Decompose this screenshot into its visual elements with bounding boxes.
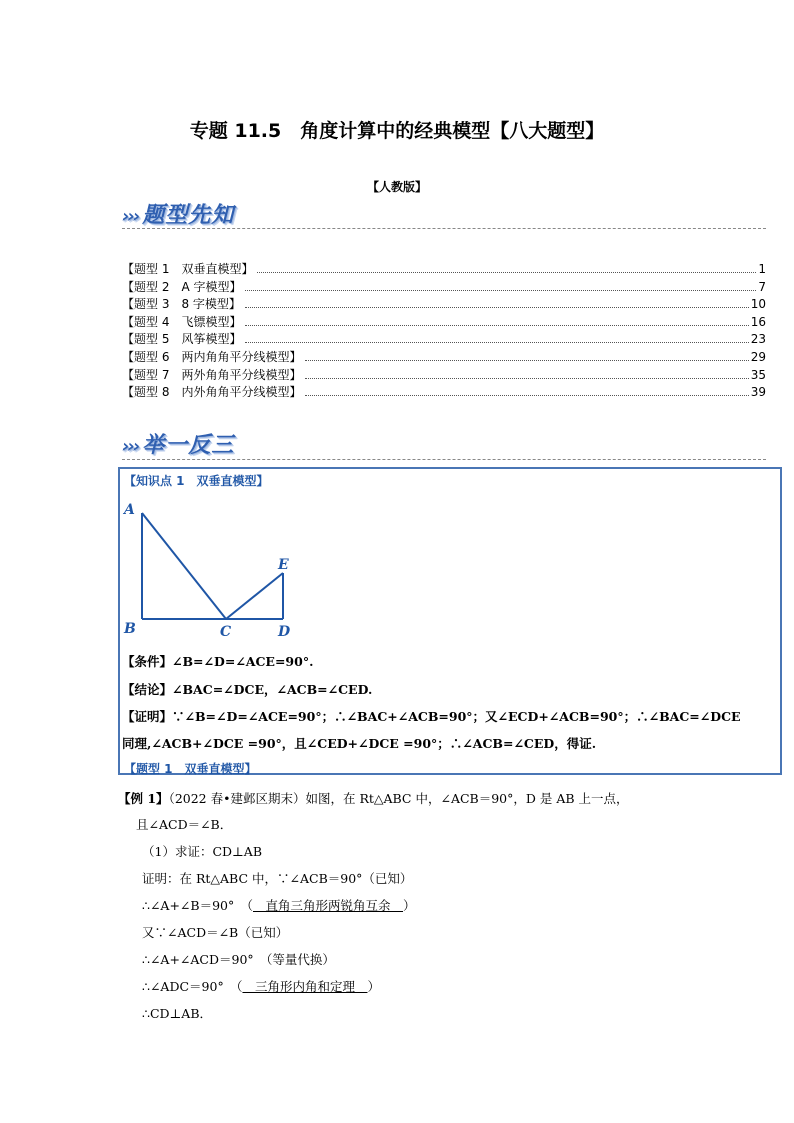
point-label-b: B	[124, 621, 136, 637]
toc-entry[interactable]	[122, 279, 766, 295]
segment-ce	[226, 573, 283, 619]
point-label-a: A	[124, 502, 135, 518]
toc-entry[interactable]	[122, 296, 766, 312]
toc-entry-label: 【题型 1 双垂直模型】	[122, 262, 254, 276]
dashed-divider	[122, 228, 766, 229]
toc-entry[interactable]	[122, 367, 766, 383]
toc-entry[interactable]	[122, 384, 766, 400]
triple-arrow-icon: ›››	[122, 436, 139, 457]
toc-entry-label: 【题型 3 8 字模型】	[122, 297, 241, 312]
toc-entry[interactable]	[122, 331, 766, 347]
toc-entry-page: 16	[750, 314, 766, 329]
example-line-3: （1）求证：CD⊥AB	[142, 844, 263, 859]
toc-entry-label: 【题型 7 两外角角平分线模型】	[122, 367, 302, 382]
toc-entry-page: 29	[750, 350, 766, 364]
triple-arrow-icon: ›››	[122, 206, 139, 227]
proof-line-2	[122, 734, 596, 752]
toc-dot-leader	[305, 395, 748, 396]
toc-entry-page: 10	[750, 297, 766, 312]
example-line-7: ∴∠A+∠ACD＝90° （等量代换）	[142, 952, 335, 967]
condition-line	[122, 652, 313, 670]
toc-entry[interactable]	[122, 349, 766, 365]
toc-entry-page: 7	[758, 279, 766, 294]
toc-dot-leader	[245, 325, 748, 326]
conclusion-text: ∠BAC=∠DCE，∠ACB=∠CED.	[172, 682, 373, 697]
toc-entry-label: 【题型 4 飞镖模型】	[122, 314, 242, 329]
toc-entry[interactable]	[122, 314, 766, 330]
edition-label: 【人教版】	[366, 180, 427, 194]
toc-entry-label: 【题型 8 内外角角平分线模型】	[122, 385, 302, 400]
proof-text-2: 同理,∠ACB+∠DCE =90°，且∠CED+∠DCE =90°；∴∠ACB=∠CED，得证.	[122, 736, 597, 751]
toc-entry-page: 1	[758, 262, 766, 276]
example-question: （2022 春•建邺区期末）如图，在 Rt△ABC 中，∠ACB＝90°，D 是 AB 上一点，	[168, 791, 629, 806]
knowledge-heading: 【知识点 1 双垂直模型】	[124, 474, 269, 488]
toc-dot-leader	[245, 307, 749, 308]
conclusion-line	[122, 680, 372, 698]
point-label-e: E	[278, 557, 289, 573]
banner-title: 题型先知	[142, 203, 235, 228]
dashed-divider	[122, 459, 766, 460]
toc-entry-label: 【题型 5 风筝模型】	[122, 332, 242, 347]
step-text: ∴∠ADC＝90° （	[142, 979, 243, 994]
proof-text-1: ∵∠B=∠D=∠ACE=90°；∴∠BAC+∠ACB=90°；又∠ECD+∠ACB=90°；∴∠BAC=∠DCE	[172, 709, 741, 724]
toc-entry-page: 23	[750, 332, 766, 347]
segment-ac	[142, 513, 226, 619]
toc-entry-label: 【题型 6 两内角角平分线模型】	[122, 350, 302, 364]
filled-blank: 三角形内角和定理	[242, 979, 368, 994]
example-line-1	[118, 789, 629, 807]
example-line-8	[142, 977, 380, 995]
example-line-5	[142, 896, 416, 914]
banner-title: 举一反三	[142, 433, 235, 458]
example-tag: 【例 1】	[118, 791, 169, 806]
toc-entry-page: 39	[750, 385, 766, 400]
toc-dot-leader	[245, 342, 748, 343]
toc-dot-leader	[257, 272, 756, 273]
toc-dot-leader	[305, 378, 748, 379]
toc-entry-label: 【题型 2 A 字模型】	[122, 279, 242, 294]
step-close: ）	[367, 979, 380, 994]
example-line-2: 且∠ACD＝∠B．	[136, 817, 233, 832]
example-line-4: 证明：在 Rt△ABC 中，∵∠ACB＝90°（已知）	[142, 871, 413, 886]
point-label-c: C	[220, 624, 232, 640]
step-text: ∴∠A+∠B＝90° （	[142, 898, 253, 913]
toc-entry-page: 35	[750, 367, 766, 382]
proof-line-1	[122, 707, 741, 725]
toc-entry[interactable]	[122, 261, 766, 277]
condition-text: ∠B=∠D=∠ACE=90°.	[172, 654, 314, 669]
toc-dot-leader	[305, 360, 748, 361]
filled-blank: 直角三角形两锐角互余	[253, 898, 404, 913]
toc-dot-leader	[245, 290, 756, 291]
page-title: 专题 11.5 角度计算中的经典模型【八大题型】	[189, 120, 605, 142]
example-line-9: ∴CD⊥AB．	[142, 1006, 213, 1021]
section-banner-practice	[122, 428, 234, 459]
type-heading: 【题型 1 双垂直模型】	[124, 762, 257, 776]
step-close: ）	[403, 898, 416, 913]
proof-tag: 【证明】	[122, 709, 173, 724]
section-banner-overview	[122, 198, 234, 229]
double-perpendicular-figure	[118, 495, 318, 645]
conclusion-tag: 【结论】	[122, 682, 173, 697]
example-line-6: 又∵∠ACD＝∠B（已知）	[142, 925, 289, 940]
point-label-d: D	[278, 624, 291, 640]
condition-tag: 【条件】	[122, 654, 173, 669]
